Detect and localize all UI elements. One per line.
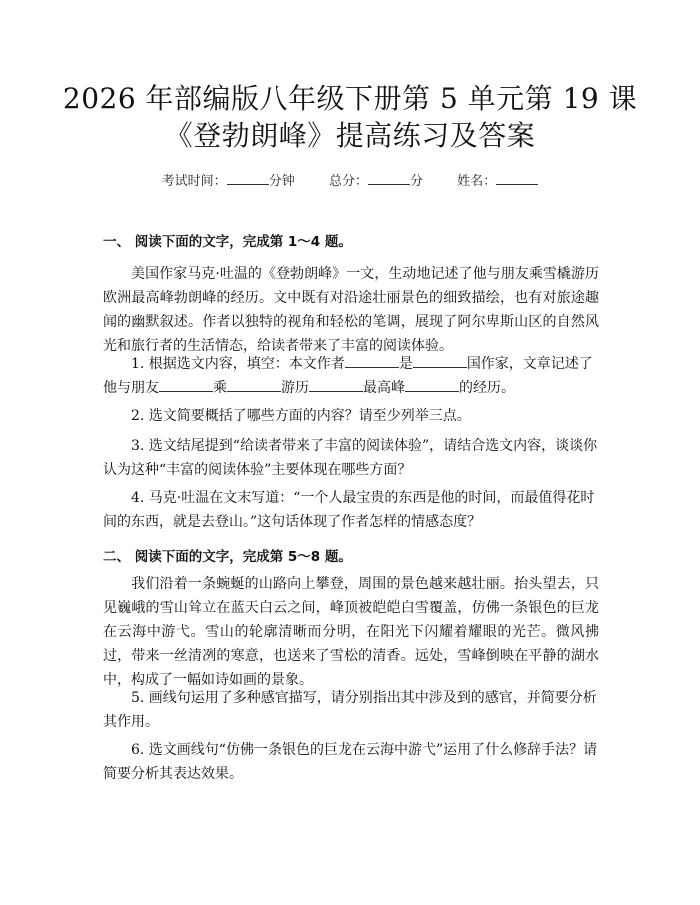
q1-blank-6[interactable] — [405, 379, 459, 392]
q2-text: 2. 选文简要概括了哪些方面的内容？请至少列举三点。 — [131, 408, 471, 424]
q1-text-d: 乘 — [213, 380, 227, 396]
section-1-passage — [103, 262, 599, 358]
q1-text-c: 国作家，文章记述了他与朋友 — [103, 356, 593, 396]
name-blank[interactable] — [496, 174, 538, 185]
section-2-passage — [103, 572, 599, 692]
exam-info-line — [0, 170, 700, 189]
q1-blank-3[interactable] — [159, 379, 213, 392]
section-1-heading: 一、 阅读下面的文字，完成第 1～4 题。 — [103, 234, 352, 250]
section-2-passage-text: 我们沿着一条蜿蜒的山路向上攀登，周围的景色越来越壮丽。抬头望去，只见巍峨的雪山耸立在蓝天白云之间，峰顶被皑皑白雪覆盖，仿佛一条银色的巨龙在云海中游弋。雪山的轮廓清晰而分明，在阳光下闪耀着耀眼的光芒。微风拂过，带来一丝清冽的寒意，也送来了雪松的清香。远处，雪峰倒映在平静的湖水中，构成了一幅如诗如画的景象。 — [103, 576, 599, 688]
q1-text-b: 是 — [398, 356, 413, 372]
q4-text: 4. 马克·吐温在文末写道：“一个人最宝贵的东西是他的时间，而最值得花时间的东西，就是去登山。”这句话体现了作者怎样的情感态度？ — [103, 490, 595, 530]
q1-blank-4[interactable] — [227, 379, 281, 392]
exam-time-blank[interactable] — [227, 174, 269, 185]
q1-text-f: 最高峰 — [363, 380, 405, 396]
q3-text: 3. 选文结尾提到“给读者带来了丰富的阅读体验”，请结合选文内容，谈谈你认为这种“丰富的阅读体验”主要体现在哪些方面？ — [103, 438, 598, 478]
q6-text: 6. 选文画线句“仿佛一条银色的巨龙在云海中游弋”运用了什么修辞手法？请简要分析其表达效果。 — [103, 742, 598, 782]
question-1 — [103, 352, 599, 400]
exam-time-unit: 分钟 — [268, 174, 295, 189]
q1-text-e: 游历 — [281, 380, 309, 396]
question-5 — [103, 686, 599, 734]
question-3 — [103, 434, 599, 482]
total-score-label: 总分： — [328, 174, 368, 189]
section-1-passage-text: 美国作家马克·吐温的《登勃朗峰》一文，生动地记述了他与朋友乘雪橇游历欧洲最高峰勃朗峰的经历。文中既有对沿途壮丽景色的细致描绘，也有对旅途趣闻的幽默叙述。作者以独特的视角和轻松的笔调，展现了阿尔卑斯山区的自然风光和旅行者的生活情态，给读者带来了丰富的阅读体验。 — [103, 266, 599, 354]
page-title-line1: 2026 年部编版八年级下册第 5 单元第 19 课 — [62, 82, 638, 115]
q1-text-g: 的经历。 — [459, 380, 515, 396]
total-score-unit: 分 — [410, 174, 424, 189]
section-2-heading: 二、 阅读下面的文字，完成第 5～8 题。 — [103, 549, 352, 565]
exam-time-label: 考试时间： — [161, 174, 227, 189]
q5-text: 5. 画线句运用了多种感官描写，请分别指出其中涉及到的感官，并简要分析其作用。 — [103, 690, 597, 730]
q1-blank-2[interactable] — [413, 355, 467, 368]
q1-blank-5[interactable] — [309, 379, 363, 392]
total-score-blank[interactable] — [368, 174, 410, 185]
name-label: 姓名： — [457, 174, 497, 189]
question-2 — [103, 404, 599, 428]
q1-text-a: 1. 根据选文内容，填空：本文作者 — [131, 356, 345, 372]
page-title-line2: 《登勃朗峰》提高练习及答案 — [164, 119, 536, 152]
q1-blank-1[interactable] — [345, 355, 399, 368]
question-4 — [103, 486, 599, 534]
question-6 — [103, 738, 599, 786]
